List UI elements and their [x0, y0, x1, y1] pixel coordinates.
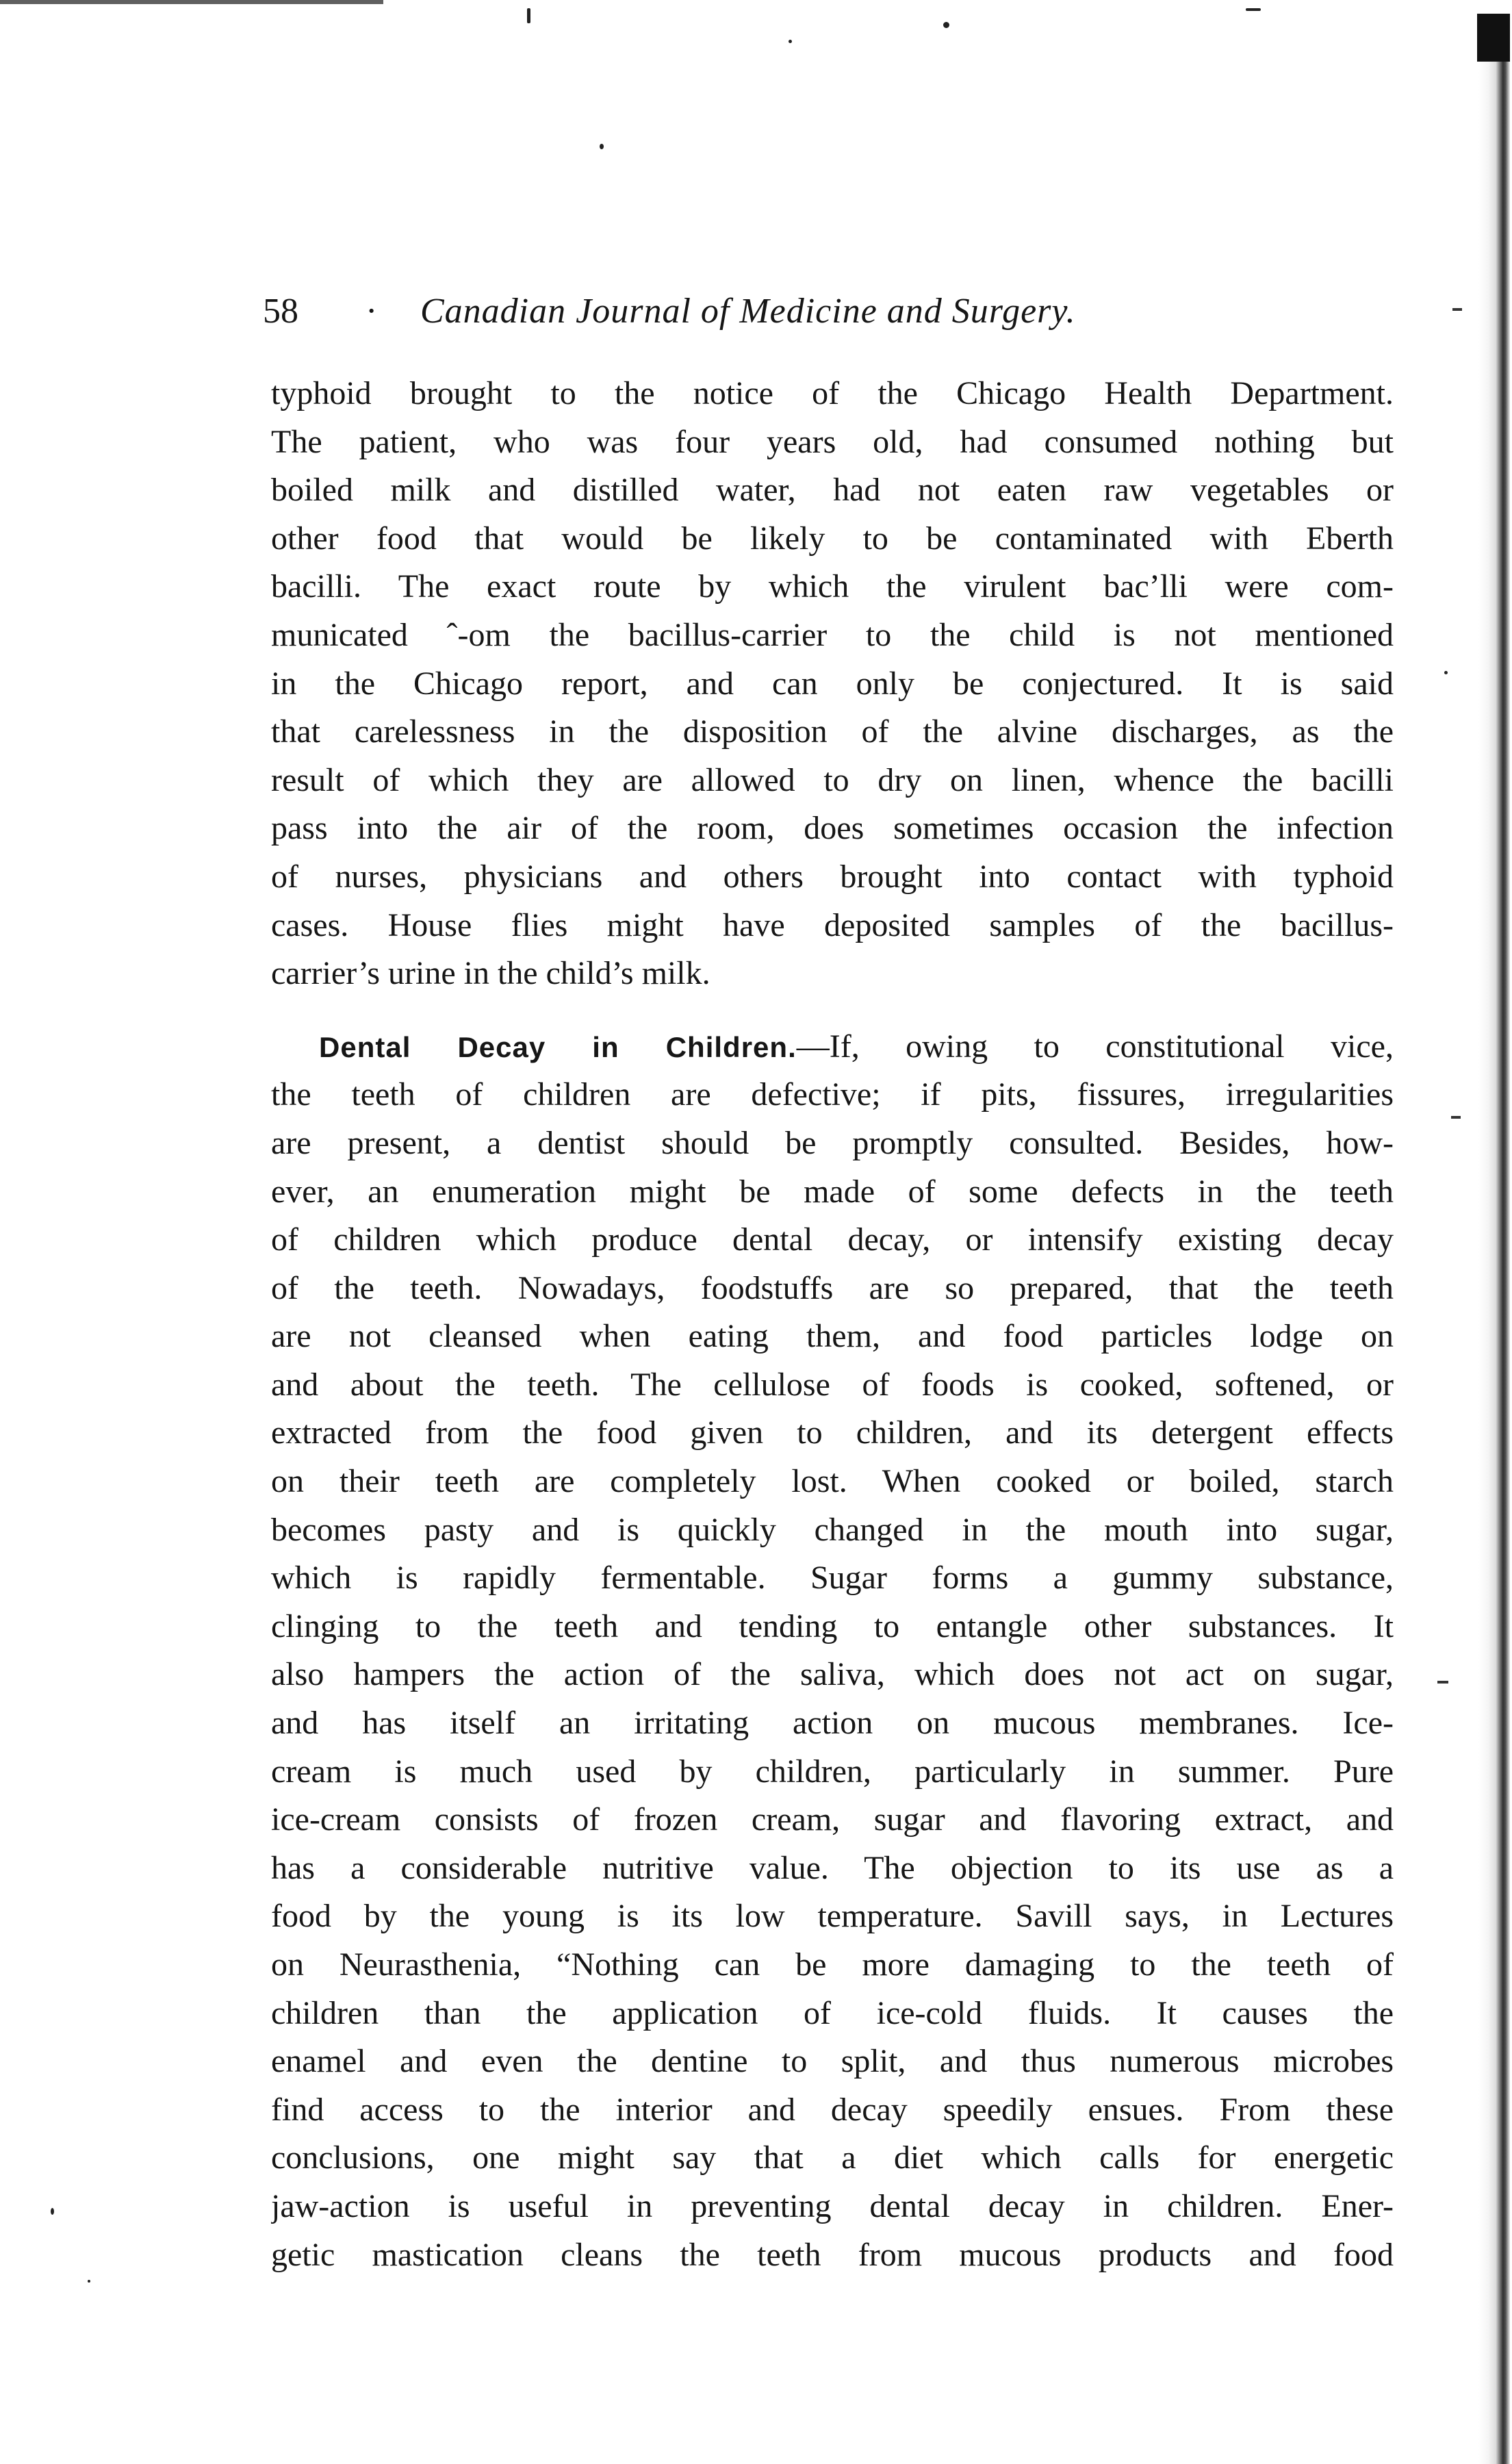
- text-line: extracted from the food given to children, and its detergent effects: [271, 1414, 1394, 1451]
- text-line: boiled milk and distilled water, had not eaten raw vegetables or: [271, 472, 1394, 509]
- paragraph-first-line: [271, 1023, 1394, 1071]
- text-line: of children which produce dental decay, or intensify existing decay: [271, 1221, 1394, 1258]
- paragraph-dental-decay: [271, 1023, 1394, 2279]
- text-line: which is rapidly fermentable. Sugar forms a gummy substance,: [271, 1560, 1394, 1597]
- text-line: on their teeth are completely lost. When cooked or boiled, starch: [271, 1463, 1394, 1500]
- text-line: ever, an enumeration might be made of some defects in the teeth: [271, 1173, 1394, 1210]
- running-header: [263, 288, 1392, 335]
- scan-dust-speck: [600, 144, 604, 149]
- section-heading: Dental Decay in Children.: [319, 1030, 797, 1063]
- text-line: on Neurasthenia, “Nothing can be more damaging to the teeth of: [271, 1946, 1394, 1983]
- scan-binding-edge: [1478, 14, 1510, 2464]
- scan-margin-mark: [1452, 308, 1462, 311]
- text-line: and about the teeth. The cellulose of foods is cooked, softened, or: [271, 1366, 1394, 1403]
- text-line: bacilli. The exact route by which the virulent bac’lli were com-: [271, 568, 1394, 605]
- text-line: children than the application of ice-cold fluids. It causes the: [271, 1994, 1394, 2031]
- scan-margin-mark: [1437, 1681, 1448, 1684]
- page-number: 58: [263, 292, 298, 331]
- scan-dust-speck: [1444, 671, 1448, 674]
- text-line: jaw-action is useful in preventing dental decay in children. Ener-: [271, 2187, 1394, 2224]
- text-line: also hampers the action of the saliva, which does not act on sugar,: [271, 1656, 1394, 1693]
- running-title: Canadian Journal of Medicine and Surgery.: [420, 292, 1076, 331]
- text-line: of the teeth. Nowadays, foodstuffs are so prepared, that the teeth: [271, 1269, 1394, 1306]
- scan-dust-speck: [1246, 8, 1261, 11]
- text-line: cream is much used by children, particularly in summer. Pure: [271, 1753, 1394, 1790]
- text-line: result of which they are allowed to dry on linen, whence the bacilli: [271, 761, 1394, 798]
- text-line: municated ˆ-om the bacillus-carrier to the child is not mentioned: [271, 616, 1394, 653]
- article-body: [271, 370, 1394, 2279]
- text-line: clinging to the teeth and tending to entangle other substances. It: [271, 1608, 1394, 1644]
- text-line: the teeth of children are defective; if pits, fissures, irregularities: [271, 1076, 1394, 1113]
- text-line: other food that would be likely to be contaminated with Eberth: [271, 520, 1394, 557]
- text-line: are present, a dentist should be promptly consulted. Besides, how-: [271, 1124, 1394, 1161]
- text-line: pass into the air of the room, does sometimes occasion the infection: [271, 810, 1394, 847]
- text-line: becomes pasty and is quickly changed in the mouth into sugar,: [271, 1511, 1394, 1548]
- text-line: find access to the interior and decay speedily ensues. From these: [271, 2091, 1394, 2128]
- scan-binding-corner: [1477, 14, 1510, 62]
- text-line: in the Chicago report, and can only be conjectured. It is said: [271, 665, 1394, 702]
- text-line: ice-cream consists of frozen cream, sugar and flavoring extract, and: [271, 1801, 1394, 1838]
- text-line: conclusions, one might say that a diet which calls for energetic: [271, 2139, 1394, 2176]
- scan-dust-speck: [789, 40, 792, 43]
- scan-margin-mark: [1451, 1116, 1461, 1119]
- text-run: —If, owing to constitutional vice,: [796, 1028, 1394, 1065]
- paragraph-typhoid: [271, 370, 1394, 998]
- text-line: of nurses, physicians and others brought into contact with typhoid: [271, 858, 1394, 895]
- paragraph-gap: [271, 998, 1394, 1023]
- text-line: are not cleansed when eating them, and food particles lodge on: [271, 1318, 1394, 1355]
- scan-dust-speck: [943, 22, 949, 28]
- text-line: cases. House flies might have deposited samples of the bacillus-: [271, 906, 1394, 943]
- scan-dust-speck: [527, 8, 530, 23]
- text-line: The patient, who was four years old, had consumed nothing but: [271, 423, 1394, 460]
- header-separator: ·: [366, 292, 378, 331]
- text-line: food by the young is its low temperature. Savill says, in Lectures: [271, 1898, 1394, 1935]
- text-line: that carelessness in the disposition of the alvine discharges, as the: [271, 713, 1394, 750]
- text-line: and has itself an irritating action on mucous membranes. Ice-: [271, 1705, 1394, 1742]
- text-line: enamel and even the dentine to split, and thus numerous microbes: [271, 2043, 1394, 2080]
- text-line: has a considerable nutritive value. The objection to its use as a: [271, 1849, 1394, 1886]
- text-line: typhoid brought to the notice of the Chicago Health Department.: [271, 375, 1394, 411]
- scan-dust-speck: [88, 2280, 90, 2283]
- text-line: getic mastication cleans the teeth from mucous products and food: [271, 2236, 1394, 2273]
- text-line: carrier’s urine in the child’s milk.: [271, 955, 710, 992]
- scan-dust-speck: [51, 2208, 54, 2215]
- scan-top-rule: [0, 0, 383, 4]
